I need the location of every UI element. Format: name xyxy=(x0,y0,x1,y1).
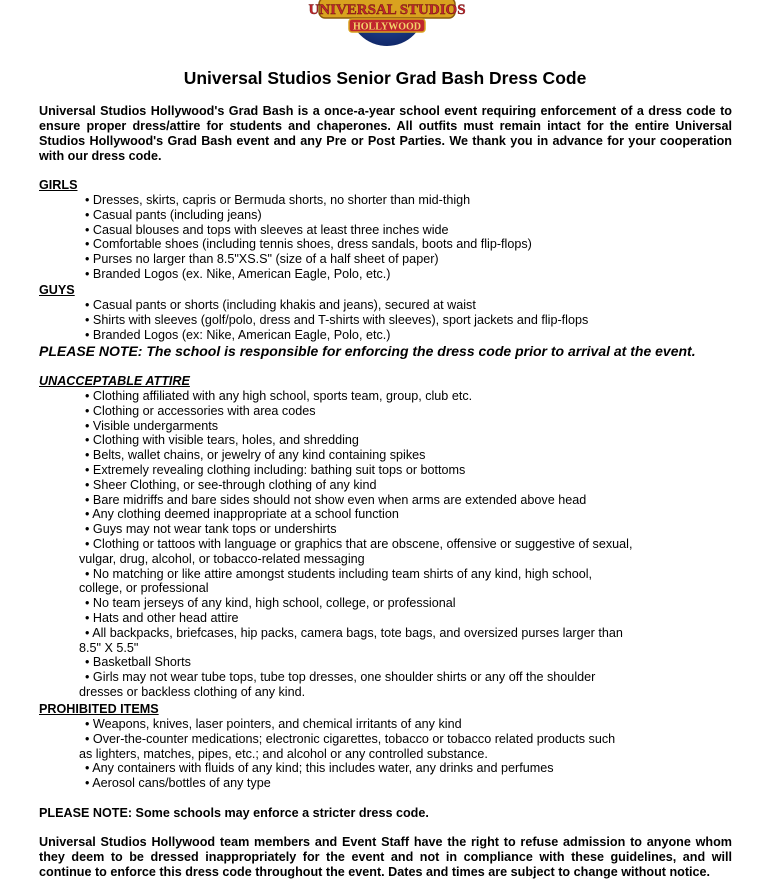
list-item: • Basketball Shorts xyxy=(85,655,191,670)
list-item: • Casual blouses and tops with sleeves at least three inches wide xyxy=(85,222,449,237)
list-item: • Comfortable shoes (including tennis shoes, dress sandals, boots and flip-flops) xyxy=(85,237,532,252)
list-item: • Any containers with fluids of any kind; this includes water, any drinks and perfumes xyxy=(85,761,554,776)
list-item: • Clothing affiliated with any high school, sports team, group, club etc. xyxy=(85,389,473,403)
closing-line: continue to enforce this dress code throughout the event. Dates and times are subject to change without notice. xyxy=(39,865,711,879)
closing-paragraph xyxy=(39,835,732,880)
list-item: • No matching or like attire amongst students including team shirts of any kind, high school, college, or professional xyxy=(79,566,593,596)
list-item: • Sheer Clothing, or see-through clothing of any kind xyxy=(85,477,377,492)
intro-line: with our dress code. xyxy=(39,149,162,163)
globe-logo-icon xyxy=(308,0,466,46)
list-item: • Weapons, knives, laser pointers, and chemical irritants of any kind xyxy=(85,717,462,731)
closing-line: Universal Studios Hollywood team members and Event Staff have the right to refuse admission to anyone whom xyxy=(39,835,732,849)
unacceptable-list xyxy=(79,389,725,700)
school-responsibility-note: PLEASE NOTE: The school is responsible for enforcing the dress code prior to arrival at the event. xyxy=(39,343,696,359)
list-item: • Branded Logos (ex. Nike, American Eagle, Polo, etc.) xyxy=(85,266,391,281)
list-item: • Aerosol cans/bottles of any type xyxy=(85,776,271,791)
list-item: • Casual pants or shorts (including khakis and jeans), secured at waist xyxy=(85,298,476,312)
list-item: • Clothing or accessories with area codes xyxy=(85,403,316,418)
prohibited-items-heading: PROHIBITED ITEMS xyxy=(39,702,159,716)
intro-paragraph xyxy=(39,104,732,164)
list-item: • Guys may not wear tank tops or undershirts xyxy=(85,522,337,537)
list-item: • No team jerseys of any kind, high school, college, or professional xyxy=(85,596,456,611)
logo-text-top: UNIVERSAL STUDIOS xyxy=(308,2,466,18)
list-item: • Extremely revealing clothing including: bathing suit tops or bottoms xyxy=(85,462,466,477)
list-item: • Shirts with sleeves (golf/polo, dress and T-shirts with sleeves), sport jackets and flip-flops xyxy=(85,312,589,327)
list-item: • Belts, wallet chains, or jewelry of any kind containing spikes xyxy=(85,448,426,463)
list-item: • Casual pants (including jeans) xyxy=(85,207,262,222)
logo-text-bottom: HOLLYWOOD xyxy=(353,21,421,33)
list-item: • Hats and other head attire xyxy=(85,610,239,625)
guys-list xyxy=(85,298,725,342)
stricter-code-note: PLEASE NOTE: Some schools may enforce a stricter dress code. xyxy=(39,806,429,820)
universal-studios-logo xyxy=(308,0,466,46)
list-item: • Clothing or tattoos with language or graphics that are obscene, offensive or suggestive of sexual, vulgar, drug, alcohol, or tobacco-related messaging xyxy=(79,536,633,566)
intro-line: Universal Studios Hollywood's Grad Bash is a once-a-year school event requiring enforcement of a dress code to xyxy=(39,104,732,118)
list-item: • Bare midriffs and bare sides should not show even when arms are extended above head xyxy=(85,492,587,507)
guys-heading: GUYS xyxy=(39,283,75,297)
page-title: Universal Studios Senior Grad Bash Dress Code xyxy=(183,68,587,88)
girls-list xyxy=(85,193,725,282)
intro-line: ensure proper dress/attire for students and chaperones. All outfits must remain intact for the entire Universal xyxy=(39,119,732,133)
list-item: • Girls may not wear tube tops, tube top dresses, one shoulder shirts or any off the shoulder dresses or backless clothing of any kind. xyxy=(79,670,596,699)
list-item: • Purses no larger than 8.5"XS.S" (size of a half sheet of paper) xyxy=(85,252,439,267)
intro-line: Studios Hollywood's Grad Bash event and any Pre or Post Parties. We thank you in advance for your cooperation xyxy=(39,134,732,148)
list-item: • Dresses, skirts, capris or Bermuda shorts, no shorter than mid-thigh xyxy=(85,193,471,207)
prohibited-list xyxy=(79,717,725,791)
unacceptable-attire-heading: UNACCEPTABLE ATTIRE xyxy=(39,374,190,388)
list-item: • Over-the-counter medications; electronic cigarettes, tobacco or tobacco related products such as lighters, matches, pipes, etc.; and alcohol or any controlled substance. xyxy=(79,731,616,761)
girls-heading: GIRLS xyxy=(39,178,78,192)
list-item: • Branded Logos (ex: Nike, American Eagle, Polo, etc.) xyxy=(85,327,391,342)
list-item: • All backpacks, briefcases, hip packs, camera bags, tote bags, and oversized purses larger than 8.5" X 5.5" xyxy=(79,625,623,655)
list-item: • Clothing with visible tears, holes, and shredding xyxy=(85,433,359,448)
closing-line: they deem to be dressed inappropriately for the event and not in compliance with these guidelines, and will xyxy=(39,850,732,864)
list-item: • Any clothing deemed inappropriate at a school function xyxy=(85,507,399,522)
list-item: • Visible undergarments xyxy=(85,418,218,433)
